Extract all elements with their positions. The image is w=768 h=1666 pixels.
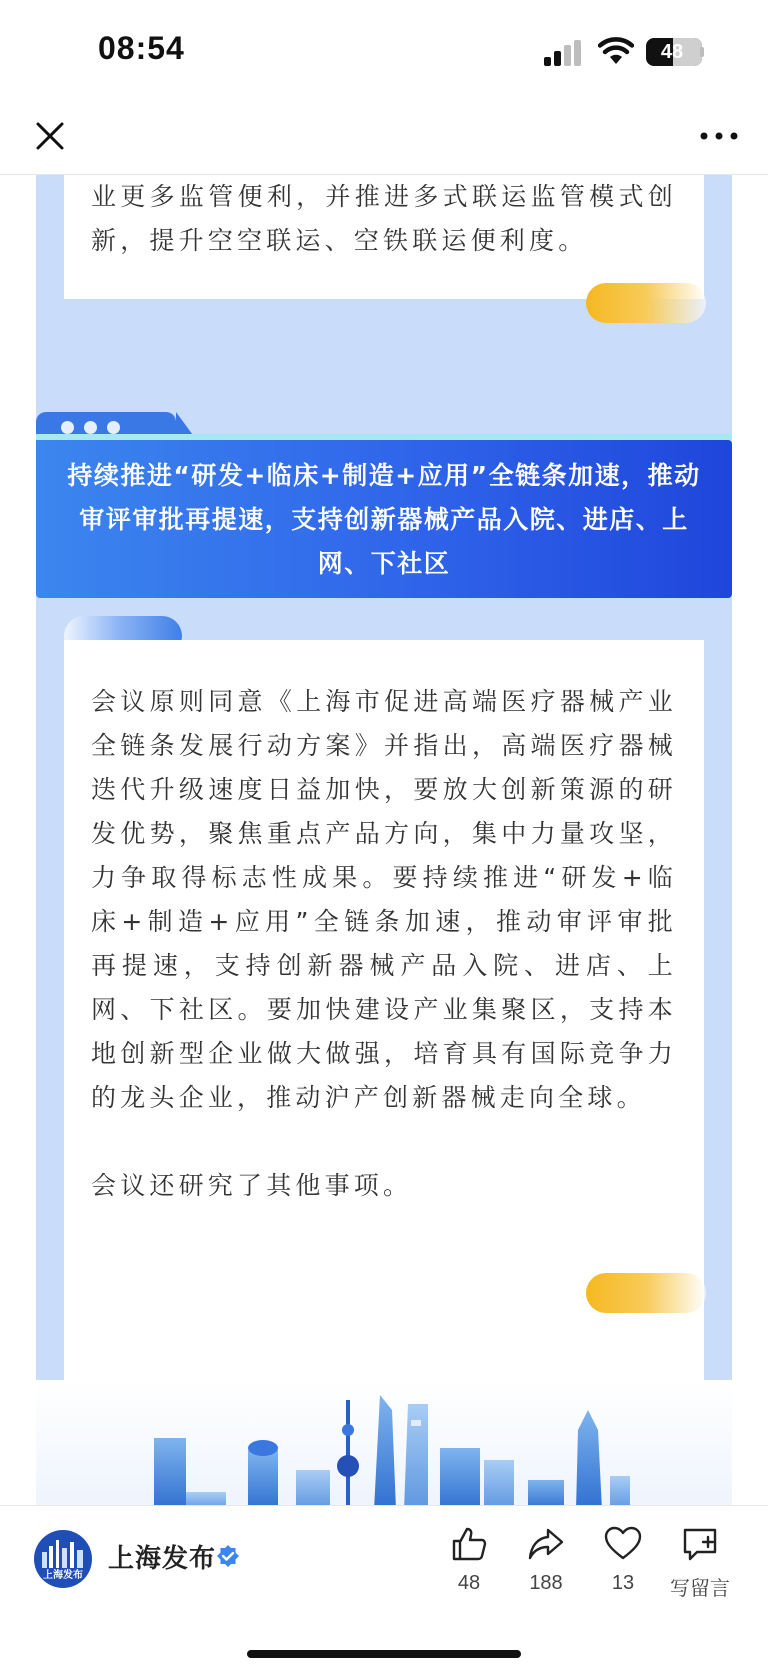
section-heading: 持续推进“研发+临床+制造+应用”全链条加速，推动审评审批再提速，支持创新器械产品入院、进店、上网、下社区 (67, 461, 701, 578)
tab-dot (107, 421, 120, 434)
battery-tip (700, 47, 704, 57)
thumbs-up-icon (449, 1524, 489, 1564)
wifi-icon (598, 36, 634, 66)
like-button[interactable] (429, 1524, 509, 1595)
share-button[interactable] (506, 1524, 586, 1595)
card-paragraph: 会议还研究了其他事项。 (91, 1171, 413, 1200)
avatar-label: 上海发布 (43, 1570, 83, 1581)
decorative-pill (586, 1273, 706, 1313)
comment-icon (680, 1524, 720, 1564)
battery-percent: 48 (660, 41, 684, 63)
favorite-button[interactable] (583, 1524, 663, 1595)
article-content[interactable] (0, 175, 768, 1505)
decorative-pill (586, 283, 706, 323)
share-icon (526, 1524, 566, 1564)
status-time: 08:54 (98, 30, 185, 66)
account-name[interactable]: 上海发布 (108, 1544, 217, 1574)
bottom-action-bar (0, 1505, 768, 1666)
tab-dot (61, 421, 74, 434)
section-heading-box (36, 440, 732, 598)
nav-bar (0, 100, 768, 175)
comment-button[interactable] (660, 1524, 740, 1601)
skyline-graphic (36, 1380, 732, 1505)
avatar[interactable] (34, 1530, 92, 1588)
heart-icon (603, 1524, 643, 1564)
comment-label: 写留言 (670, 1576, 730, 1600)
home-indicator[interactable] (247, 1650, 521, 1658)
more-dots-icon[interactable] (694, 116, 744, 156)
cellular-signal-icon (544, 40, 584, 66)
card-paragraph: 会议原则同意《上海市促进高端医疗器械产业全链条发展行动方案》并指出，高端医疗器械迭代升级速度日益加快，要放大创新策源的研发优势，聚焦重点产品方向，集中力量攻坚，力争取得标志性成果。要持续推进“研发+临床+制造+应用”全链条加速，推动审评审批再提速，支持创新器械产品入院、进店、上网、下社区。要加快建设产业集聚区，支持本地创新型企业做大做强，培育具有国际竞争力的龙头企业，推动沪产创新器械走向全球。 (91, 687, 677, 1112)
card-paragraph: 业更多监管便利，并推进多式联运监管模式创新，提升空空联运、空铁联运便利度。 (91, 182, 677, 255)
status-bar (0, 0, 768, 100)
city-skyline-image (36, 1380, 732, 1505)
like-count: 48 (457, 1572, 481, 1594)
text-card (64, 175, 704, 299)
share-count: 188 (529, 1572, 563, 1594)
favorite-count: 13 (611, 1572, 635, 1594)
text-card (64, 640, 704, 1464)
close-icon[interactable] (30, 116, 70, 156)
card-body (91, 680, 677, 1208)
battery-icon (646, 38, 702, 66)
tab-dot (84, 421, 97, 434)
verified-icon (216, 1544, 240, 1568)
